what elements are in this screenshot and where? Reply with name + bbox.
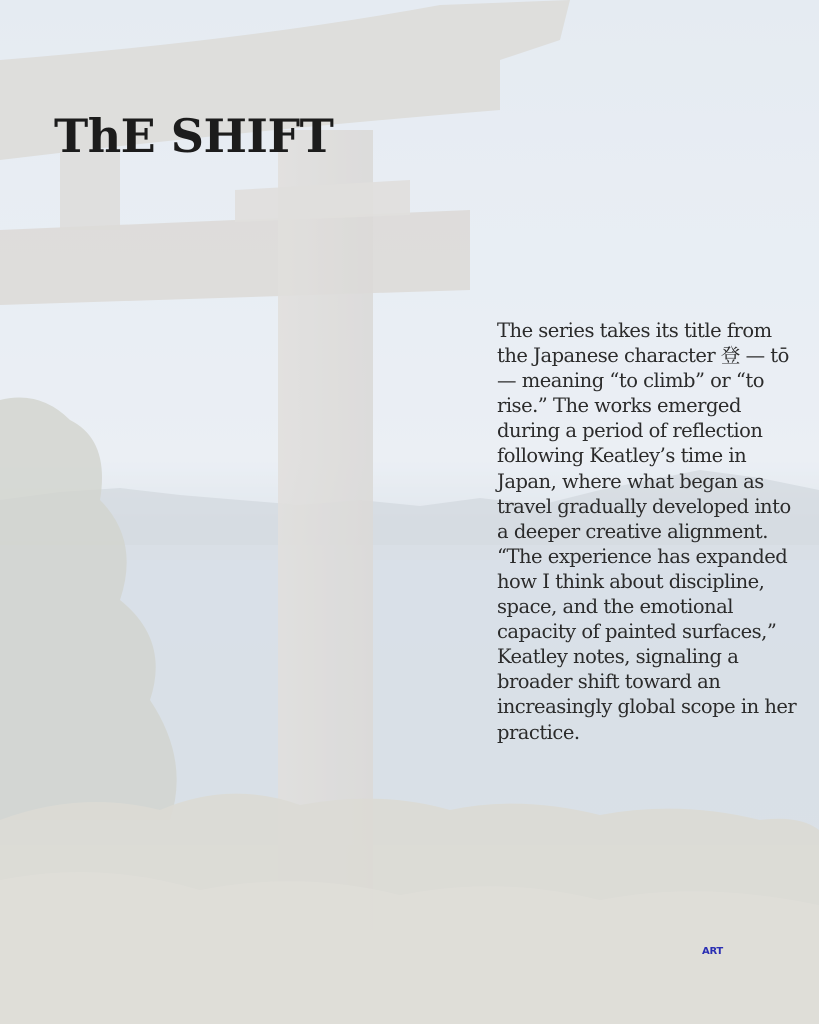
article-headline: ThE SHIFT bbox=[54, 109, 334, 163]
article-body-text: The series takes its title from the Japanese character 登 — tō — meaning “to climb” or “to rise.” The works emerged during a period of reflection following Keatley’s time in Japan, where what began as travel gradually developed into a deeper creative alignment. “The experience has expanded how I think about discipline, space, and the emotional capacity of painted surfaces,” Keatley notes, signaling a broader shift toward an increasingly global scope in her practice. bbox=[497, 319, 797, 744]
brand-logo: ART bbox=[702, 946, 723, 957]
